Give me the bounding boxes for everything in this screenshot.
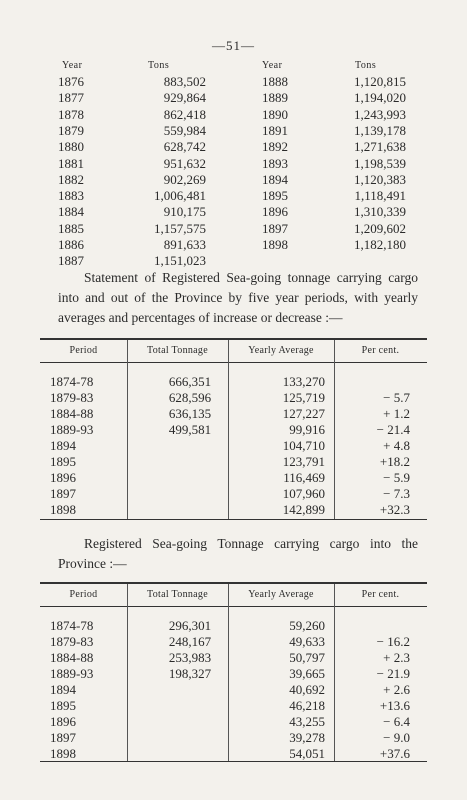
total-tonnage-cell: 253,983 xyxy=(168,650,212,665)
statement-text: Registered Sea-going Tonnage carrying cargo into the Province :— xyxy=(58,536,418,571)
total-tonnage-header: Total Tonnage xyxy=(147,345,208,356)
period-cell: 1898 xyxy=(50,746,76,761)
per-cent-cell: − 5.7 xyxy=(383,390,410,405)
period-cell: 1884-88 xyxy=(50,650,94,665)
year-value: 1890 xyxy=(262,106,288,122)
tons-value: 862,418 xyxy=(163,106,206,122)
year-value: 1880 xyxy=(58,139,84,155)
year-value: 1882 xyxy=(58,171,84,187)
period-cell: 1874-78 xyxy=(50,374,94,389)
per-cent-cell: +13.6 xyxy=(379,698,410,713)
period-cell: 1896 xyxy=(50,470,76,485)
tons-value: 1,310,339 xyxy=(354,204,406,220)
period-cell: 1894 xyxy=(50,438,76,453)
statement-text: Statement of Registered Sea-going tonnage carrying cargo into and out of the Province by five year periods, with yearly averages and percentages of increase or decrease :— xyxy=(58,270,418,325)
table-top-rule xyxy=(40,338,427,340)
tons-value: 1,118,491 xyxy=(354,188,406,204)
total-tonnage-header: Total Tonnage xyxy=(147,589,208,600)
period-cell: 1896 xyxy=(50,714,76,729)
period-cell: 1897 xyxy=(50,730,76,745)
per-cent-cell: +32.3 xyxy=(379,502,410,517)
yearly-average-cell: 107,960 xyxy=(282,486,325,501)
period-cell: 1874-78 xyxy=(50,618,94,633)
per-cent-cell: +18.2 xyxy=(379,454,410,469)
yearly-average-cell: 43,255 xyxy=(289,714,325,729)
period-cell: 1889-93 xyxy=(50,422,94,437)
tons-header: Tons xyxy=(355,60,377,71)
table-bottom-rule xyxy=(40,519,427,520)
period-cell: 1879-83 xyxy=(50,390,94,405)
tons-value: 891,633 xyxy=(163,237,206,252)
yearly-average-cell: 123,791 xyxy=(282,454,325,469)
total-tonnage-cell: 499,581 xyxy=(168,422,212,437)
year-value: 1886 xyxy=(58,237,84,252)
tons-value: 1,120,383 xyxy=(354,171,406,187)
year-tons-row xyxy=(0,156,467,172)
yearly-average-cell: 49,633 xyxy=(289,634,325,649)
tons-value: 628,742 xyxy=(163,139,206,155)
total-tonnage-cell: 198,327 xyxy=(168,666,212,681)
per-cent-cell: − 21.9 xyxy=(376,666,410,681)
yearly-average-cell: 50,797 xyxy=(289,650,325,665)
per-cent-cell: − 21.4 xyxy=(376,422,410,437)
year-value: 1879 xyxy=(58,122,84,138)
statement-paragraph xyxy=(58,534,418,574)
yearly-average-cell: 54,051 xyxy=(289,746,325,761)
year-tons-row xyxy=(0,253,467,269)
year-value: 1896 xyxy=(262,204,288,220)
table-top-rule xyxy=(40,582,427,584)
period-header: Period xyxy=(69,345,98,356)
year-value: 1878 xyxy=(58,106,84,122)
year-value: 1898 xyxy=(262,237,288,252)
year-tons-row xyxy=(0,139,467,155)
year-value: 1877 xyxy=(58,90,84,106)
tons-value: 1,157,575 xyxy=(154,220,206,236)
yearly-average-cell: 116,469 xyxy=(283,470,325,485)
tons-value: 929,864 xyxy=(163,90,206,106)
per-cent-cell: + 2.3 xyxy=(383,650,410,665)
table-header-rule xyxy=(40,362,427,363)
tons-value: 1,120,815 xyxy=(354,74,406,89)
table-header-rule xyxy=(40,606,427,607)
tons-value: 1,209,602 xyxy=(354,220,406,236)
tons-value: 951,632 xyxy=(163,155,206,171)
column-divider xyxy=(127,340,128,519)
statement-paragraph xyxy=(58,268,418,328)
tonnage-table-in-out xyxy=(40,338,427,520)
year-value: 1888 xyxy=(262,74,288,89)
year-value: 1891 xyxy=(262,122,288,138)
year-value: 1881 xyxy=(58,155,84,171)
per-cent-header: Per cent. xyxy=(361,345,400,356)
year-tons-row xyxy=(0,188,467,204)
year-tons-row xyxy=(0,172,467,188)
per-cent-cell: + 2.6 xyxy=(383,682,410,697)
per-cent-cell: − 16.2 xyxy=(376,634,410,649)
yearly-average-cell: 125,719 xyxy=(282,390,325,405)
period-cell: 1895 xyxy=(50,698,76,713)
total-tonnage-cell: 666,351 xyxy=(168,374,212,389)
yearly-average-header: Yearly Average xyxy=(248,589,314,600)
tons-value: 910,175 xyxy=(163,204,206,220)
year-tons-row xyxy=(0,74,467,90)
period-cell: 1895 xyxy=(50,454,76,469)
tons-value: 883,502 xyxy=(163,74,206,89)
tons-value: 1,194,020 xyxy=(354,90,406,106)
total-tonnage-cell: 636,135 xyxy=(168,406,212,421)
year-value: 1897 xyxy=(262,220,288,236)
year-tons-row xyxy=(0,204,467,220)
period-cell: 1884-88 xyxy=(50,406,94,421)
year-tons-row xyxy=(0,107,467,123)
tons-value: 1,243,993 xyxy=(354,106,406,122)
year-value: 1889 xyxy=(262,90,288,106)
year-value: 1887 xyxy=(58,253,84,269)
total-tonnage-cell: 628,596 xyxy=(168,390,212,405)
year-tons-listing xyxy=(0,60,467,269)
year-value: 1884 xyxy=(58,204,84,220)
tons-value: 1,271,638 xyxy=(354,139,406,155)
year-value: 1893 xyxy=(262,155,288,171)
per-cent-cell: +37.6 xyxy=(379,746,410,761)
period-cell: 1879-83 xyxy=(50,634,94,649)
tons-value: 902,269 xyxy=(163,171,206,187)
year-value: 1885 xyxy=(58,220,84,236)
yearly-average-cell: 59,260 xyxy=(289,618,325,633)
per-cent-cell: + 4.8 xyxy=(383,438,410,453)
year-tons-row xyxy=(0,237,467,253)
per-cent-cell: − 9.0 xyxy=(383,730,410,745)
period-cell: 1897 xyxy=(50,486,76,501)
year-value: 1895 xyxy=(262,188,288,204)
yearly-average-cell: 46,218 xyxy=(289,698,325,713)
year-tons-row xyxy=(0,90,467,106)
tons-value: 1,139,178 xyxy=(354,122,406,138)
period-cell: 1894 xyxy=(50,682,76,697)
total-tonnage-cell: 296,301 xyxy=(168,618,212,633)
yearly-average-cell: 39,278 xyxy=(289,730,325,745)
per-cent-header: Per cent. xyxy=(361,589,400,600)
tons-header: Tons xyxy=(148,60,170,71)
total-tonnage-cell: 248,167 xyxy=(168,634,212,649)
per-cent-cell: − 7.3 xyxy=(383,486,410,501)
year-value: 1883 xyxy=(58,188,84,204)
tonnage-table-in xyxy=(40,582,427,762)
yearly-average-cell: 39,665 xyxy=(289,666,325,681)
per-cent-cell: − 5.9 xyxy=(383,470,410,485)
year-tons-row xyxy=(0,123,467,139)
year-value: 1894 xyxy=(262,171,288,187)
period-cell: 1898 xyxy=(50,502,76,517)
column-divider xyxy=(334,584,335,761)
column-divider xyxy=(127,584,128,761)
tons-value: 1,151,023 xyxy=(154,253,206,269)
column-divider xyxy=(334,340,335,519)
year-value: 1892 xyxy=(262,139,288,155)
tons-value: 1,182,180 xyxy=(354,237,406,252)
yearly-average-cell: 142,899 xyxy=(282,502,325,517)
per-cent-cell: + 1.2 xyxy=(383,406,410,421)
per-cent-cell: − 6.4 xyxy=(383,714,410,729)
yearly-average-cell: 99,916 xyxy=(289,422,325,437)
year-value: 1876 xyxy=(58,74,84,89)
year-tons-row xyxy=(0,221,467,237)
yearly-average-cell: 133,270 xyxy=(282,374,325,389)
yearly-average-header: Yearly Average xyxy=(248,345,314,356)
yearly-average-cell: 104,710 xyxy=(282,438,325,453)
year-header: Year xyxy=(262,60,283,71)
tons-value: 1,006,481 xyxy=(154,188,206,204)
tons-value: 559,984 xyxy=(163,122,206,138)
year-header: Year xyxy=(62,60,83,71)
period-header: Period xyxy=(69,589,98,600)
yearly-average-cell: 40,692 xyxy=(289,682,325,697)
page-number: —51— xyxy=(212,38,255,53)
period-cell: 1889-93 xyxy=(50,666,94,681)
yearly-average-cell: 127,227 xyxy=(282,406,325,421)
tons-value: 1,198,539 xyxy=(354,155,406,171)
